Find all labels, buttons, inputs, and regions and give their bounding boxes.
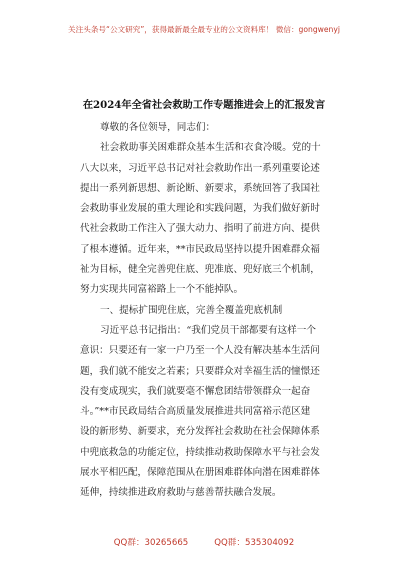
- paragraph-line: 中兜底救急的功能定位，持续推动救助保障水平与社会发: [80, 446, 320, 458]
- paragraph-line: 题，我们就不能安之若素；只要群众对幸福生活的憧憬还: [80, 365, 320, 377]
- paragraph-line: 没有变成现实，我们就要毫不懈怠团结带领群众一起奋: [80, 385, 311, 397]
- paragraph-line: 斗。”**市民政局结合高质量发展推进共同富裕示范区建: [80, 406, 311, 418]
- paragraph-line: 习近平总书记指出：“我们党员干部都要有这样一个: [100, 324, 316, 336]
- paragraph-line: 社会救助事关困难群众基本生活和衣食冷暖。党的十: [100, 142, 321, 154]
- paragraph-line: 设的新形势、新要求，充分发挥社会救助在社会保障体系: [80, 426, 320, 438]
- paragraph-line: 意识：只要还有一家一户乃至一个人没有解决基本生活问: [80, 345, 320, 357]
- paragraph-line: 祉为目标，健全完善兜住底、兜准底、兜好底三个机制，: [80, 264, 320, 276]
- section-heading: 一、提标扩围兜住底，完善全覆盖兜底机制: [100, 304, 283, 316]
- paragraph-line: 展水平相匹配，保障范围从在册困难群体向潜在困难群体: [80, 467, 320, 479]
- salutation: 尊敬的各位领导，同志们：: [100, 122, 216, 133]
- document-body: [80, 118, 330, 504]
- paragraph-line: 延伸，持续推进政府救助与慈善帮扶融合发展。: [80, 487, 282, 499]
- paragraph-line: 努力实现共同富裕路上一个不能掉队。: [80, 284, 244, 296]
- paragraph-line: 提出一系列新思想、新论断、新要求，系统回答了我国社: [80, 182, 320, 194]
- footer-contact: [0, 536, 408, 548]
- paragraph-line: 代社会救助工作注入了强大动力、指明了前进方向、提供: [80, 223, 320, 235]
- paragraph-line: 八大以来，习近平总书记对社会救助作出一系列重要论述: [80, 162, 320, 174]
- qq-group-2: QQ群：535304092: [214, 538, 295, 548]
- paragraph-line: 了根本遵循。近年来，**市民政局坚持以提升困难群众福: [80, 243, 320, 255]
- paragraph-line: 会救助事业发展的重大理论和实践问题，为我们做好新时: [80, 203, 320, 215]
- document-title: 在2024年全省社会救助工作专题推进会上的汇报发言: [82, 99, 326, 111]
- header-banner: 关注头条号“公文研究”，获得最新最全最专业的公文资料库！ 微信：gongwenyj: [68, 25, 340, 34]
- qq-group-1: QQ群：30265665: [113, 538, 189, 548]
